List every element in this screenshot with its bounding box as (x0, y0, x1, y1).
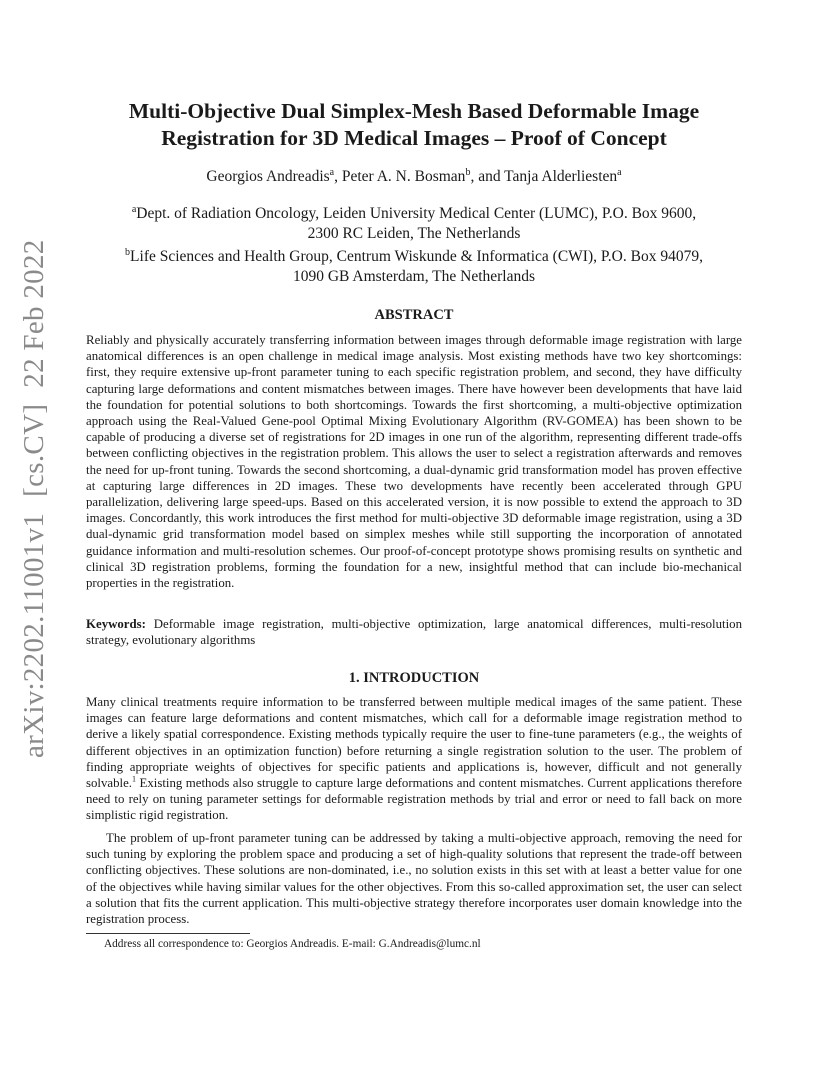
author-separator: , (334, 168, 342, 186)
correspondence-footnote: Address all correspondence to: Georgios Andreadis. E-mail: G.Andreadis@lumc.nl (104, 938, 481, 950)
paragraph-text: Many clinical treatments require information to be transferred between multiple medical images of the same patient. These images can feature large deformations and content mismatches, which call for a deformable image registration method to derive a likely spatial correspondence. Existing methods typically require the user to fine-tune parameters (e.g., the weights of different objectives in an optimization function) before returning a single registration solution to the user. The problem of finding appropriate weights of objectives for specific patients and applications is, however, difficult and not generally solvable. (86, 695, 742, 791)
keywords-text: Deformable image registration, multi-objective optimization, large anatomical differences, multi-resolution strategy, evolutionary algorithms (86, 617, 742, 648)
title-line-1: Multi-Objective Dual Simplex-Mesh Based Deformable Image (128, 99, 700, 123)
affiliation-mark: a (131, 204, 137, 215)
footnote-divider (86, 933, 250, 934)
author-affiliation-mark: a (617, 167, 622, 178)
abstract-heading: ABSTRACT (374, 307, 454, 323)
arxiv-identifier-stamp (18, 239, 51, 758)
abstract-text: Reliably and physically accurately transferring information between images through deformable image registration with large anatomical differences is an open challenge in medical image analysis. Most existing methods have two key shortcomings: first, they require extensive up-front parameter tuning to each specific registration problem, and second, they have difficulty capturing large deformations and content mismatches between images. There have however been developments that have laid the foundation for potential solutions to both shortcomings. Towards the first shortcoming, a multi-objective optimization approach using the Real-Valued Gene-pool Optimal Mixing Evolutionary Algorithm (RV-GOMEA) has been shown to be capable of producing a diverse set of registrations for 2D images in one run of the algorithm, representing different trade-offs between conflicting objectives in the registration problem. This allows the user to select a registration afterwards and removes the need for up-front tuning. Towards the second shortcoming, a dual-dynamic grid transformation model has proven effective at capturing large differences in 2D images. These two developments have recently been accelerated through GPU parallelization, delivering large speed-ups. Based on this accelerated version, it is now possible to extend the approach to 3D images. Concordantly, this work introduces the first method for multi-objective 3D deformable image registration, using a 3D dual-dynamic grid transformation model based on simplex meshes while still supporting the incorporation of annotated guidance information and multi-resolution schemes. Our proof-of-concept prototype shows promising results on synthetic and clinical 3D registration problems, forming the foundation for a new, insightful method that can include bio-mechanical properties in the registration. (86, 333, 742, 591)
author-list (60, 167, 768, 186)
author-name: Tanja Alderliesten (504, 168, 618, 186)
keywords-label: Keywords: (86, 617, 146, 631)
author-separator: , and (470, 168, 505, 186)
affiliation (60, 243, 768, 286)
affiliation-mark: b (125, 247, 131, 259)
arxiv-date: 22 Feb 2022 (18, 239, 50, 388)
affiliation-line: 1090 GB Amsterdam, The Netherlands (292, 267, 536, 285)
affiliation-line: 2300 RC Leiden, The Netherlands (307, 224, 521, 242)
title-line-2: Registration for 3D Medical Images – Proof of Concept (161, 126, 667, 150)
paragraph-text: Existing methods also struggle to capture large deformations and content mismatches. Current applications therefore need to rely on tuning parameter settings for deformable registration methods by trial and error or need to fall back on more simplistic rigid registration. (86, 776, 742, 823)
affiliation-line: Life Sciences and Health Group, Centrum Wiskunde & Informatica (CWI), P.O. Box 94079, (130, 248, 703, 266)
paper-title (60, 98, 768, 152)
author-affiliation-mark: a (329, 167, 335, 178)
introduction-paragraph-2: The problem of up-front parameter tuning can be addressed by taking a multi-objective approach, removing the need for such tuning by exploring the problem space and producing a set of high-quality solutions that represent the trade-off between conflicting objectives. These solutions are non-dominated, i.e., no solution exists in this set with at least a better value for one of the objectives while having similar values for the other objectives. From this so-called approximation set, the user can select a solution that fits the current application. This multi-objective strategy therefore incorporates user domain knowledge into the registration process. (86, 831, 742, 927)
introduction-heading: 1. INTRODUCTION (348, 670, 480, 686)
introduction-paragraph-1 (86, 694, 742, 824)
arxiv-id: arXiv:2202.11001v1 (18, 512, 50, 758)
affiliation-line: Dept. of Radiation Oncology, Leiden University Medical Center (LUMC), P.O. Box 9600, (136, 205, 697, 223)
author-affiliation-mark: b (465, 167, 471, 178)
arxiv-category: [cs.CV] (18, 403, 50, 497)
author-name: Peter A. N. Bosman (341, 168, 466, 186)
citation-reference[interactable]: 1 (132, 774, 137, 784)
keywords (86, 616, 742, 648)
affiliations (60, 200, 768, 286)
author-name: Georgios Andreadis (206, 168, 330, 186)
affiliation (60, 200, 768, 243)
